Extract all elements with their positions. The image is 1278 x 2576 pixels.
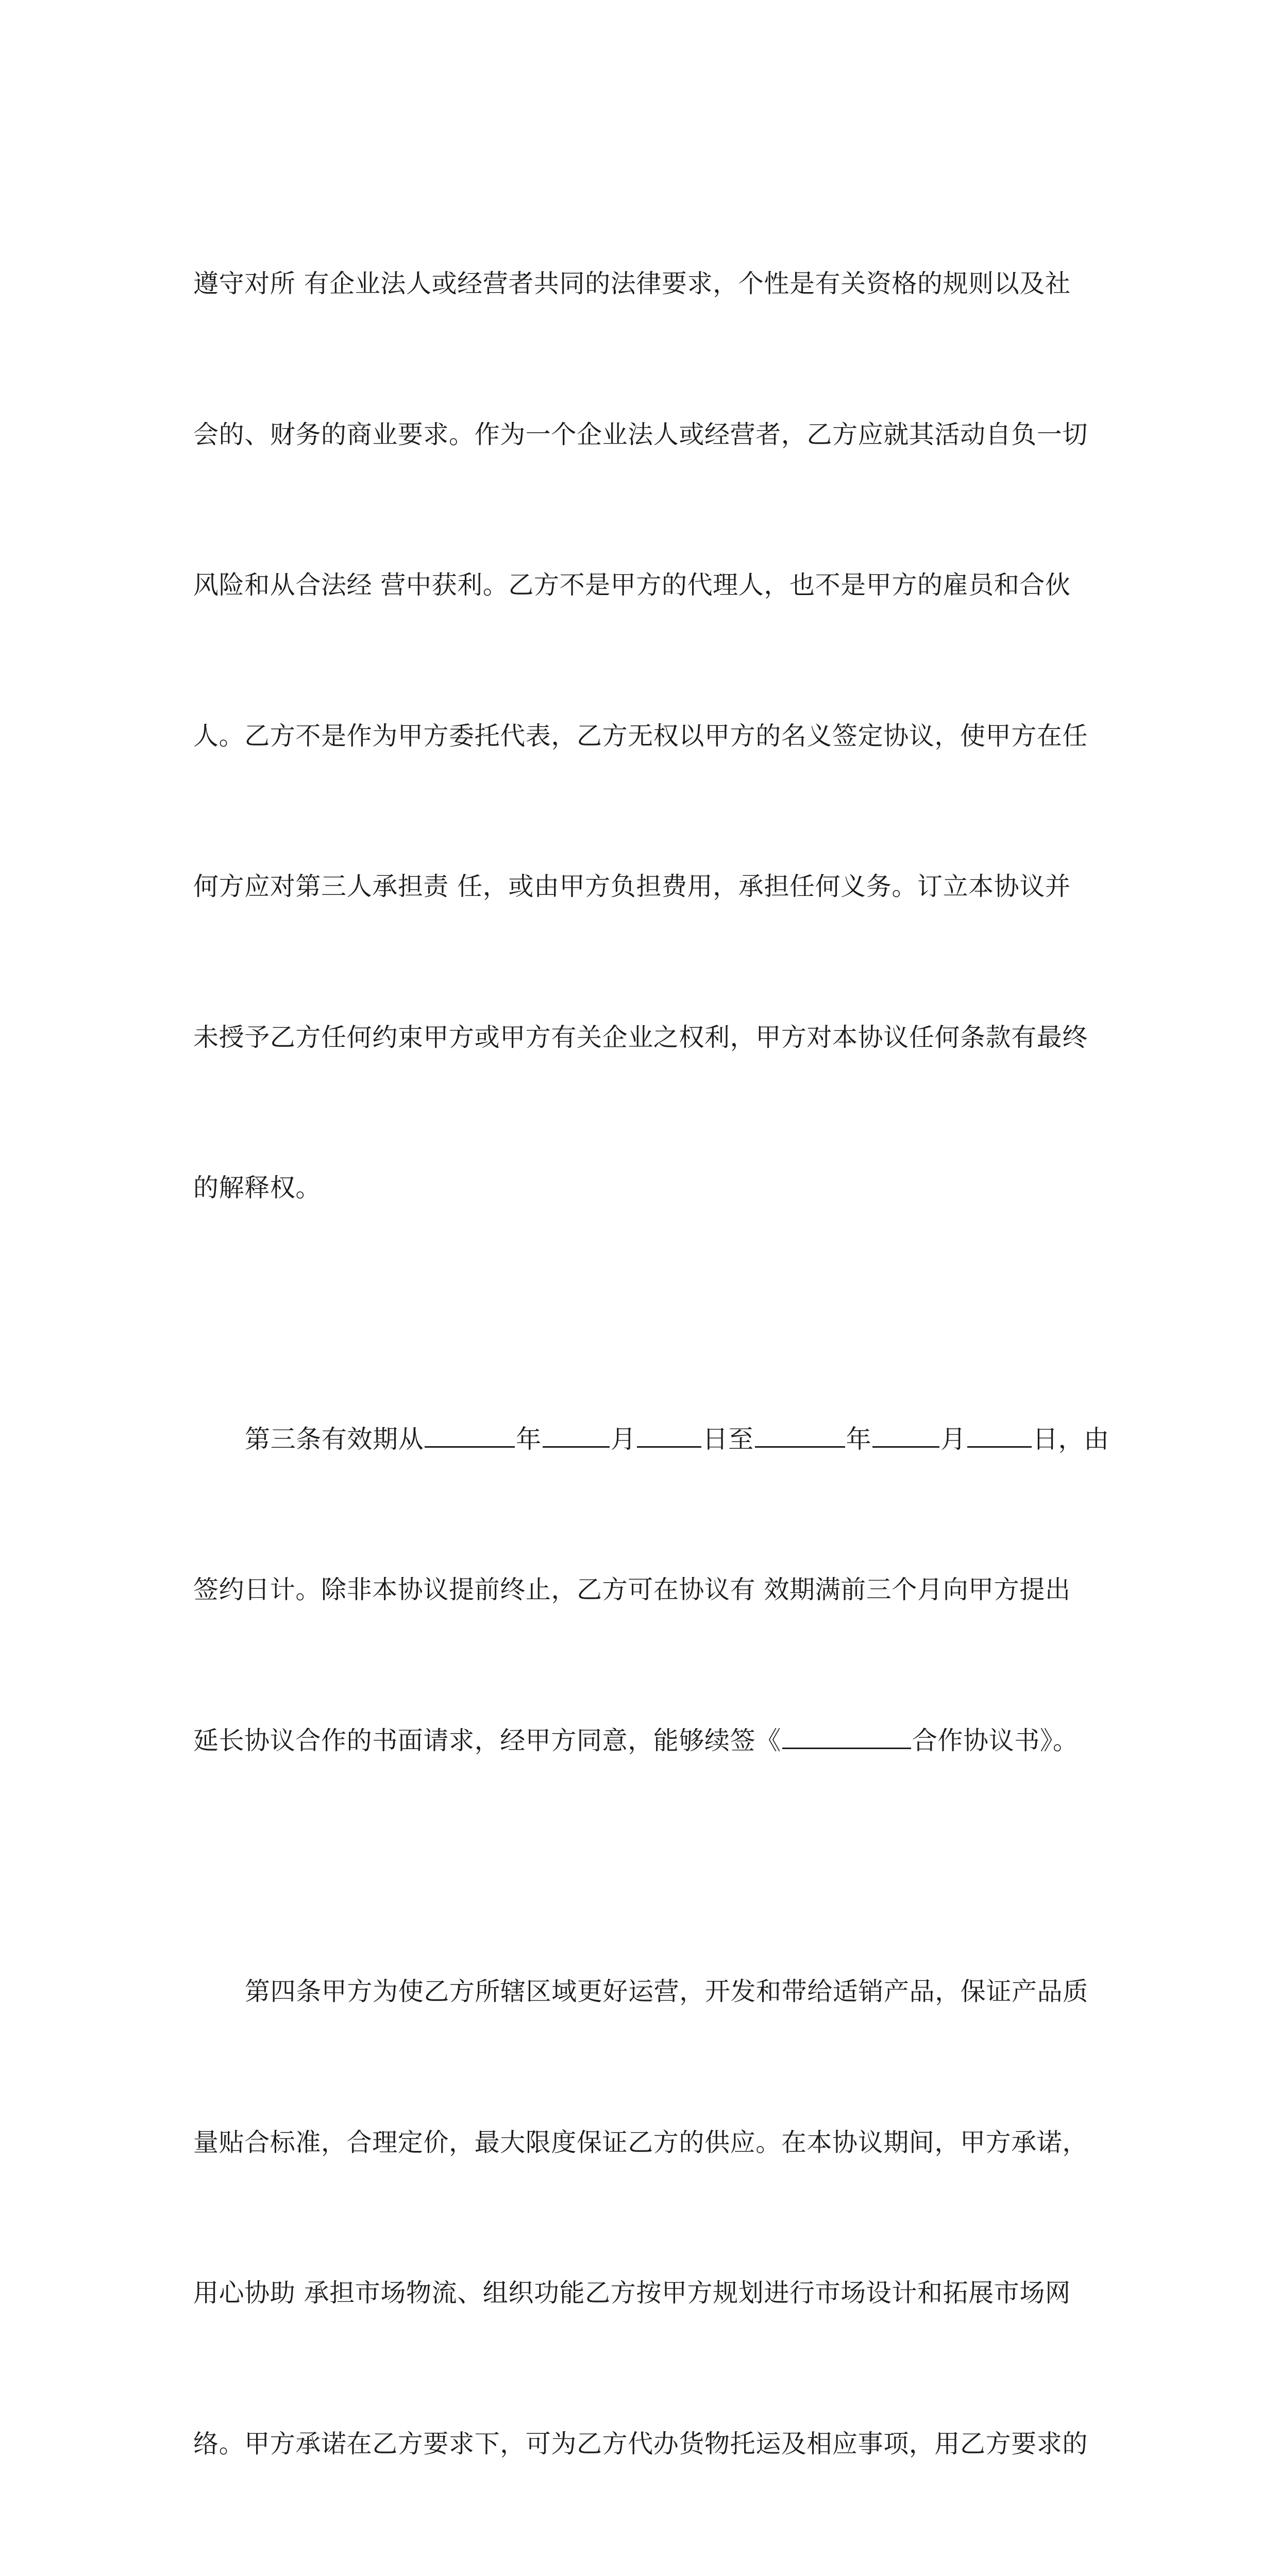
end-day-label: 日，由 <box>1032 1424 1109 1454</box>
start-day-label: 日至 <box>702 1424 754 1454</box>
renewal-line <box>193 1716 1086 1766</box>
text-line: 风险和从合法经 营中获利。乙方不是甲方的代理人，也不是甲方的雇员和合伙 <box>193 570 1071 600</box>
validity-start-text: 第三条有效期从 <box>245 1424 424 1454</box>
text-line: 量贴合标准，合理定价，最大限度保证乙方的供应。在本协议期间，甲方承诺， <box>193 2127 1088 2157</box>
text-line: 何方应对第三人承担责 任，或由甲方负担费用，承担任何义务。订立本协议并 <box>193 872 1071 901</box>
end-year-blank <box>755 1426 845 1448</box>
text-line: 的解释权。 <box>193 1173 322 1202</box>
text-line: 络。甲方承诺在乙方要求下，可为乙方代办货物托运及相应事项，用乙方要求的 <box>193 2429 1088 2459</box>
end-year-label: 年 <box>846 1424 872 1454</box>
text-line: 会的、财务的商业要求。作为一个企业法人或经营者，乙方应就其活动自负一切 <box>193 419 1088 449</box>
start-year-label: 年 <box>516 1424 542 1454</box>
paragraph-continued <box>193 158 1086 1314</box>
renewal-end-text: 合作协议书》。 <box>912 1725 1079 1755</box>
renewal-start-text: 延长协议合作的书面请求，经甲方同意，能够续签《 <box>193 1725 781 1755</box>
start-year-blank <box>425 1426 515 1448</box>
start-day-blank <box>637 1426 701 1448</box>
text-line <box>193 2569 1086 2576</box>
text-line: 第四条甲方为使乙方所辖区域更好运营，开发和带给适销产品，保证产品质 <box>245 1977 1088 2006</box>
text-line: 未授予乙方任何约束甲方或甲方有关企业之权利，甲方对本协议任何条款有最终 <box>193 1022 1088 1052</box>
text-line: 用心协助 承担市场物流、组织功能乙方按甲方规划进行市场设计和拓展市场网 <box>193 2278 1071 2308</box>
text-line: 人。乙方不是作为甲方委托代表，乙方无权以甲方的名义签定协议，使甲方在任 <box>193 721 1088 751</box>
end-month-label: 月 <box>940 1424 966 1454</box>
end-month-blank <box>872 1426 939 1448</box>
text-line: 遵守对所 有企业法人或经营者共同的法律要求，个性是有关资格的规则以及社 <box>193 269 1071 298</box>
start-month-blank <box>543 1426 610 1448</box>
paragraph-article-3 <box>193 1314 1109 1867</box>
start-month-label: 月 <box>610 1424 636 1454</box>
text-line: 签约日计。除非本协议提前终止，乙方可在协议有 效期满前三个月向甲方提出 <box>193 1575 1071 1604</box>
agreement-name-blank <box>782 1727 911 1749</box>
validity-period-line <box>193 1414 1109 1465</box>
end-day-blank <box>967 1426 1032 1448</box>
document-body <box>193 158 1109 2576</box>
paragraph-article-4 <box>193 1866 1086 2576</box>
